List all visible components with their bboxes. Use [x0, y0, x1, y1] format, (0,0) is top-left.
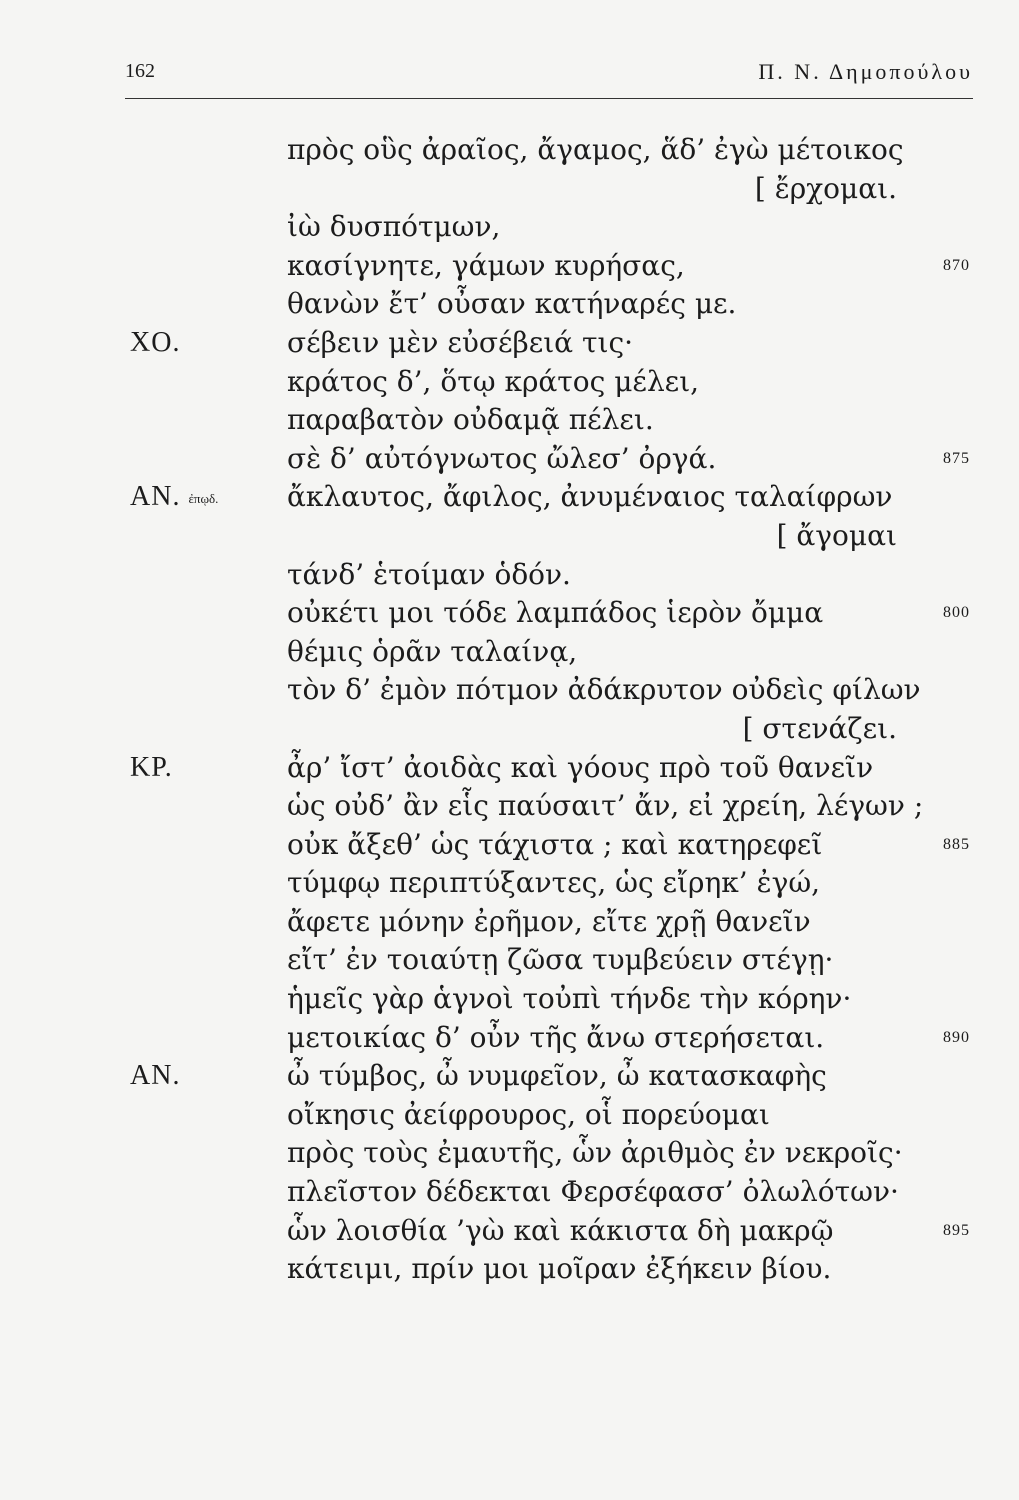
line-number: 875: [943, 449, 970, 467]
verse-text-line: οὐκέτι μοι τόδε λαμπάδος ἱερὸν ὄμμα: [287, 596, 824, 630]
verse-line: [0, 633, 1019, 672]
stage-note: ἐπῳδ.: [188, 491, 219, 507]
verse-line: [0, 1134, 1019, 1173]
verse-text-line: σὲ δ’ αὐτόγνωτος ὤλεσ’ ὀργά.: [287, 441, 717, 475]
verse-text-line: ἡμεῖς γὰρ ἁγνοὶ τοὐπὶ τήνδε τὴν κόρην·: [287, 982, 852, 1016]
speaker-name: ΧΟ.: [130, 326, 181, 358]
verse-line: [0, 1019, 1019, 1058]
line-number: 870: [943, 256, 970, 274]
verse-text-line: ὡς οὐδ’ ἂν εἷς παύσαιτ’ ἄν, εἰ χρείη, λέγων ;: [287, 789, 924, 823]
verse-line: [0, 363, 1019, 402]
verse-text-line: οὐκ ἄξεθ’ ὡς τάχιστα ; καὶ κατηρεφεῖ: [287, 827, 823, 861]
verse-line: [0, 556, 1019, 595]
verse-text-line: ἰὼ δυσπότμων,: [287, 210, 501, 244]
verse-text-line: τάνδ’ ἑτοίμαν ὁδόν.: [287, 557, 571, 591]
speaker-label: [130, 478, 218, 519]
verse-text: [0, 131, 1019, 1289]
verse-line: [0, 980, 1019, 1019]
verse-text-line: ἄφετε μόνην ἐρῆμον, εἴτε χρῇ θανεῖν: [287, 904, 811, 938]
line-number: 885: [943, 835, 970, 853]
verse-line: [0, 1173, 1019, 1212]
verse-text-line: μετοικίας δ’ οὖν τῆς ἄνω στερήσεται.: [287, 1020, 825, 1054]
speaker-name: ΚΡ.: [130, 751, 173, 783]
verse-text-line: ὧν λοισθία ’γὼ καὶ κάκιστα δὴ μακρῷ: [287, 1213, 834, 1247]
verse-line: [0, 440, 1019, 479]
verse-line: [0, 903, 1019, 942]
verse-line: [0, 749, 1019, 788]
verse-text-line: κάτειμι, πρίν μοι μοῖραν ἐξήκειν βίου.: [287, 1252, 832, 1286]
verse-line: [0, 1250, 1019, 1289]
verse-text-line: κασίγνητε, γάμων κυρήσας,: [287, 248, 685, 282]
verse-line: [0, 324, 1019, 363]
verse-text-line: σέβειν μὲν εὐσέβειά τις·: [287, 325, 634, 359]
page-number: 162: [125, 60, 155, 82]
speaker-label: [130, 324, 180, 363]
verse-continuation: [ στενάζει.: [742, 711, 897, 745]
verse-text-line: πρὸς οὓς ἀραῖος, ἄγαμος, ἅδ’ ἐγὼ μέτοικος: [287, 133, 904, 166]
verse-line: [0, 941, 1019, 980]
verse-line: [0, 864, 1019, 903]
verse-line: [0, 517, 1019, 556]
verse-line: [0, 401, 1019, 440]
verse-line: [0, 478, 1019, 517]
verse-text-line: ὦ τύμβος, ὦ νυμφεῖον, ὦ κατασκαφὴς: [287, 1059, 827, 1093]
speaker-label: [130, 1057, 180, 1096]
verse-line: [0, 1212, 1019, 1251]
verse-text-line: εἴτ’ ἐν τοιαύτῃ ζῶσα τυμβεύειν στέγῃ·: [287, 943, 834, 977]
verse-text-line: θέμις ὁρᾶν ταλαίνᾳ,: [287, 634, 578, 668]
speaker-label: [130, 749, 173, 788]
line-number: 890: [943, 1028, 970, 1046]
verse-line: [0, 285, 1019, 324]
speaker-name: ΑΝ.: [130, 481, 181, 513]
verse-line: [0, 208, 1019, 247]
verse-text-line: παραβατὸν οὐδαμᾷ πέλει.: [287, 403, 654, 437]
verse-line: [0, 1057, 1019, 1096]
verse-line: [0, 710, 1019, 749]
verse-text-line: θανὼν ἔτ’ οὖσαν κατήναρές με.: [287, 287, 737, 321]
line-number: 800: [943, 604, 970, 622]
verse-line: [0, 247, 1019, 286]
verse-continuation: [ ἔρχομαι.: [754, 171, 897, 205]
verse-text-line: ἆρ’ ἴστ’ ἀοιδὰς καὶ γόους πρὸ τοῦ θανεῖν: [287, 750, 874, 784]
verse-text-line: τὸν δ’ ἐμὸν πότμον ἀδάκρυτον οὐδεὶς φίλων: [287, 673, 921, 707]
verse-line: [0, 170, 1019, 209]
verse-text-line: ἄκλαυτος, ἄφιλος, ἀνυμέναιος ταλαίφρων: [287, 480, 893, 514]
verse-text-line: πλεῖστον δέδεκται Φερσέφασσ’ ὀλωλότων·: [287, 1175, 899, 1209]
verse-line: [0, 671, 1019, 710]
page-header: [125, 50, 973, 99]
verse-text-line: πρὸς τοὺς ἐμαυτῆς, ὧν ἀριθμὸς ἐν νεκροῖς·: [287, 1136, 903, 1170]
verse-line: [0, 131, 1019, 170]
verse-text-line: κράτος δ’, ὅτῳ κράτος μέλει,: [287, 364, 700, 398]
verse-line: [0, 1096, 1019, 1135]
verse-text-line: τύμφῳ περιπτύξαντες, ὡς εἴρηκ’ ἐγώ,: [287, 866, 821, 900]
line-number: 895: [943, 1221, 970, 1239]
speaker-name: ΑΝ.: [130, 1060, 181, 1092]
verse-continuation: [ ἄγομαι: [776, 518, 897, 552]
verse-line: [0, 826, 1019, 865]
running-head: Π. Ν. Δημοπούλου: [758, 59, 973, 84]
verse-text-line: οἴκησις ἀείφρουρος, οἷ πορεύομαι: [287, 1097, 770, 1131]
verse-line: [0, 787, 1019, 826]
verse-line: [0, 594, 1019, 633]
